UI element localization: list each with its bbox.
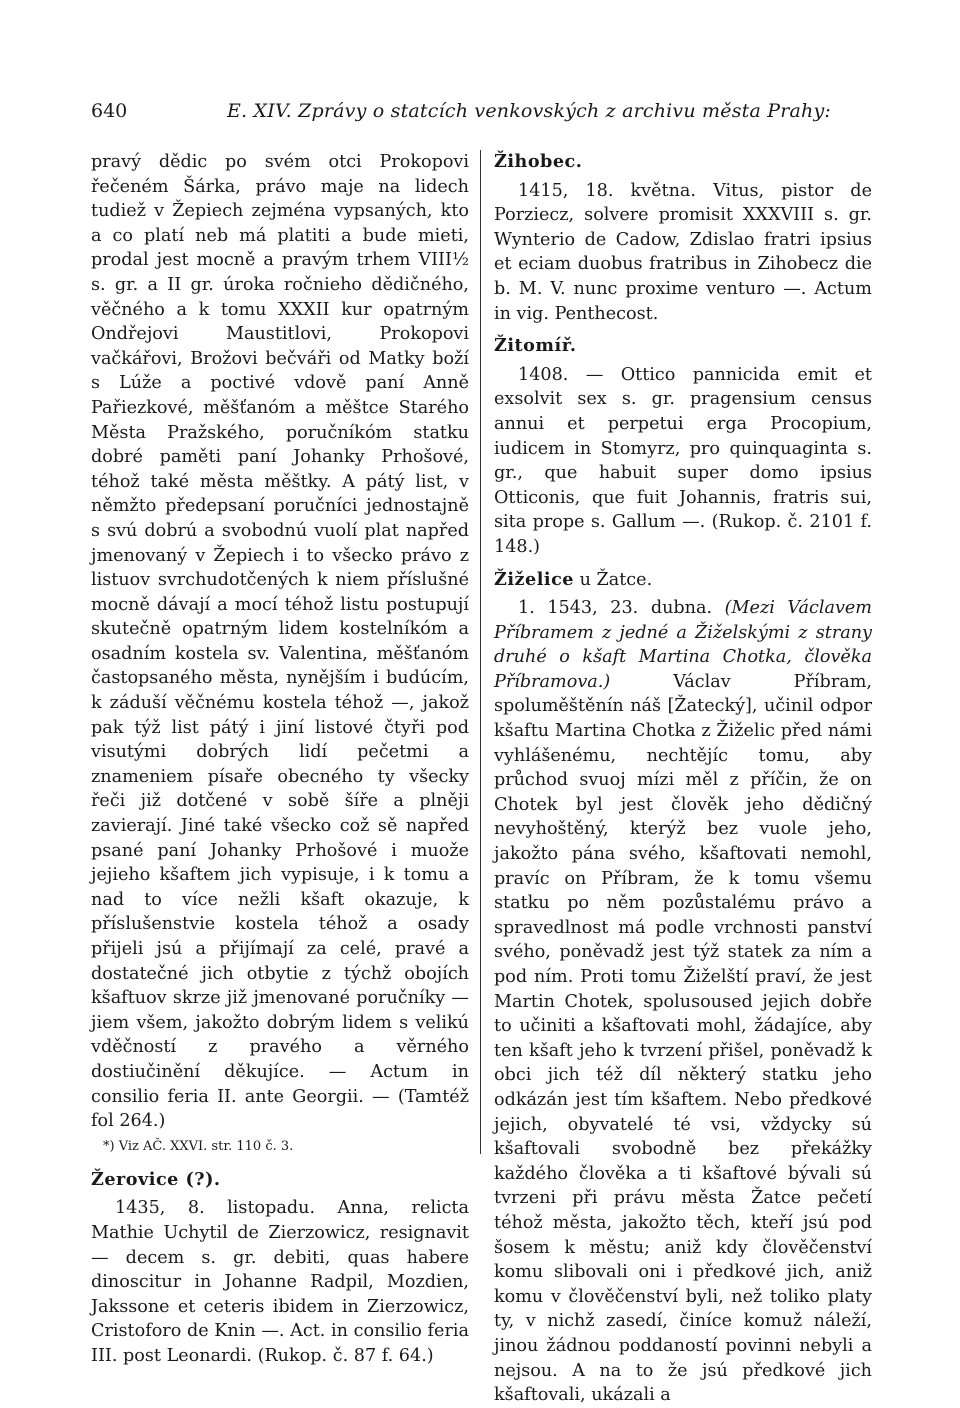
right-column	[494, 150, 872, 1408]
continued-paragraph: pravý dědic po svém otci Prokopovi řečeném Šárka, právo maje na lidech tudiež v Žepiech zejména vypsaných, kto a co platí neb má platiti a bude mieti, prodal jest mocně a pravým trhem VIII½ s. gr. a II gr. úroka ročnieho dědičného, věčného a k tomu XXXII kur opatrným Ondřejovi Maustitlovi, Prokopovi vačkářovi, Brožovi bečváři od Matky boží s Lúže a poctivé vdově paní Anně Pařiezkové, měšťanóm a měštce Starého Města Pražského, poručníkóm statku dobré paměti paní Johanky Prhošové, téhož také města měštky. A pátý list, v němžto předepsaní poručníci jednostajně s svú dobrú a svobodnú vuolí plat napřed jmenovaný v Žepiech i to všecko právo z listuov svrchudotčených k niem příslušné mocně dávají a mocí téhož listu postupují skutečně opatrným lidem kostelníkóm a osadním kostela sv. Valentina, měšťanóm častopsaného města, nynějším i budúcím, k záduší věčnému kostela téhož —, jakož pak týž list pátý i jiní listové čtyři pod visutými dobrých lidí pečetmi a znameniem písaře obecného ty všecky řeči již dotčené v sobě šíře a plněji zavierají. Jiné také všecko což sě napřed psané paní Johanky Prhošové i muože jejieho kšaftem jich vypisuje, i k tomu a nad to více nežli kšaft okazuje, k příslušenstvie kostela téhož a osady přijeli jsú a přijímají za celé, pravé a dostatečné jich otbytie z týchž obojích kšaftuov skrze již jmenované poručníky — jiem všem, jakožto dobrým lidem s velikú vděčností z pravého a věrného dostiučinění děkujíce. — Actum in consilio feria II. ante Georgii. — (Tamtéž fol 264.)	[91, 152, 469, 1132]
entry-heading-zizelice-rest: u Žatce.	[574, 569, 653, 590]
entry-zizelice-summary: (Mezi Václavem Příbramem z jedné a Žiželskými z strany druhé o kšaft Martina Chotka, člověka Příbramova.)	[494, 598, 872, 692]
entry-text-zizelice	[494, 596, 872, 1408]
page-number: 640	[91, 100, 128, 122]
entry-text-zitomir: 1408. — Ottico pannicida emit et exsolvit sex s. gr. pragensium census annui et perpetui erga Procopium, iudicem in Stomyrz, pro quinquaginta s. gr., que habuit super domo ipsius Otticonis, que fuit Johannis, fratris sui, sita prope s. Gallum —. (Rukop. č. 2101 f. 148.)	[494, 364, 872, 557]
entry-zizelice-body: Václav Příbram, spoluměštěnín náš [Žatecký], učinil odpor kšaftu Martina Chotka z Žiželic před námi vyhlášenému, nechtějíc tomu, aby průchod svuoj mízi měl z příčin, že on Chotek byl jest člověk jeho dědičný nevyhoštěný, kterýž bez vuole jeho, jakožto pána svého, kšaftovati nemohl, pravíc on Příbram, že k tomu všemu statku po něm pozůstalému právo a spravedlnost má podle vrchnosti panství svého, poněvadž jest týž statek za ním a pod ním. Proti tomu Žiželští praví, že jest Martin Chotek, spolusoused jejich dobře to učiniti a kšaftovati mohl, žádajíce, aby ten kšaft jeho k tvrzení přišel, poněvadž k obci jich též díl některý statku jeho odkázán jest tím kšaftem. Nebo předkové jejich, obyvatelé té vsi, vždycky sú kšaftovali svobodně bez překážky každého člověka a ti kšaftové bývali sú tvrzeni při právu města Žatce pečetí téhož města, jakožto těch, kteří jsú pod šosem k městu; aniž kdy člověčenství komu slibovali oni i předkové jich, aniž komu v člověčenství byli, než toliko platy ty, v nichž zasedí, činíce komuž náleží, jinou žádnou poddaností povinni nebyli a nejsou. A na to že jsú předkové jich kšaftovali, ukázali a	[494, 671, 872, 1406]
entry-text-zihobec: 1415, 18. května. Vitus, pistor de Porziecz, solvere promisit XXXVIII s. gr. Wynterio de Cadow, Zdislao fratri ipsius et eciam duobus fratribus in Zihobecz die b. M. V. nunc proxime venturo —. Actum in vig. Penthecost.	[494, 180, 872, 324]
running-title: E. XIV. Zprávy o statcích venkovských z archivu města Prahy:	[227, 100, 832, 122]
entry-heading-zizelice	[494, 568, 872, 593]
entry-heading-zerovice: Žerovice (?).	[91, 1168, 221, 1190]
entry-zizelice-intro: 1. 1543, 23. dubna.	[518, 598, 713, 619]
entry-text-zerovice: 1435, 8. listopadu. Anna, relicta Mathie Uchytil de Zierzowicz, resignavit — decem s. gr. debiti, quas habere dinoscitur in Johanne Radpil, Mozdien, Jakssone et ceteris ibidem in Zierzowicz, Cristoforo de Knin —. Act. in consilio feria III. post Leonardi. (Rukop. č. 87 f. 64.)	[91, 1198, 469, 1366]
entry-heading-zizelice-name: Žiželice	[494, 568, 574, 590]
footnote: *) Viz AČ. XXVI. str. 110 č. 3.	[103, 1138, 294, 1154]
page-header	[91, 100, 871, 132]
left-column	[91, 150, 469, 1369]
entry-heading-zitomir: Žitomíř.	[494, 335, 577, 357]
column-divider	[480, 150, 481, 1154]
entry-heading-zihobec: Žihobec.	[494, 151, 583, 172]
